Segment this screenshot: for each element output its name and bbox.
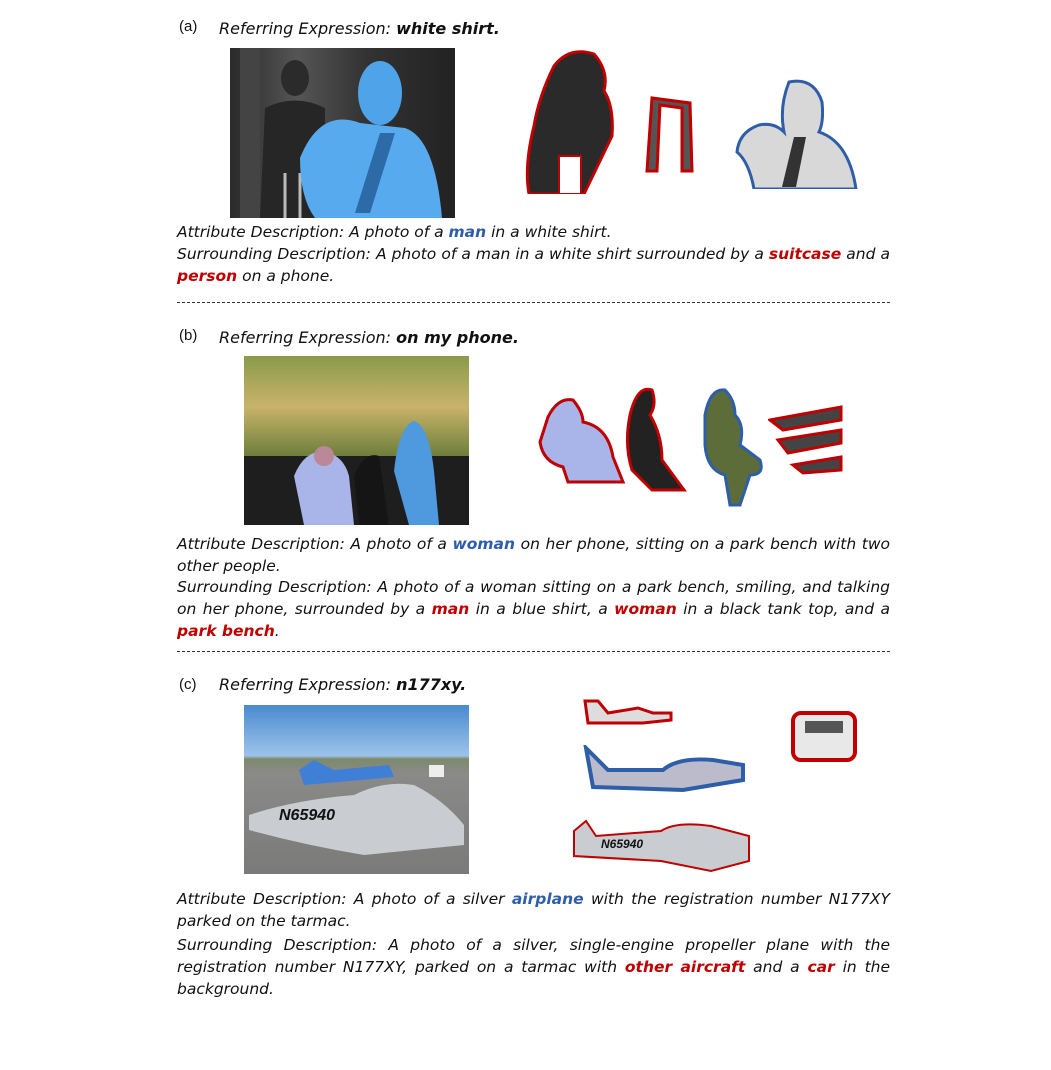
segment-man-target [734, 77, 859, 189]
context-word: man [431, 600, 470, 618]
context-word: other aircraft [624, 958, 746, 976]
segment-car-context [791, 711, 857, 762]
photo-b-masked [244, 356, 469, 525]
segment-bench-context [768, 405, 843, 475]
segment-person-context [524, 46, 644, 194]
target-word: man [448, 223, 487, 241]
referring-expression-a: Referring Expression: white shirt. [219, 19, 500, 38]
masked-man-figure [230, 48, 455, 218]
panel-label-b: (b) [179, 327, 198, 344]
context-word: suitcase [768, 245, 842, 263]
surrounding-description-c: Surrounding Description: A photo of a silver, single-engine propeller plane with the registration number N177XY, parked on a tarmac with other aircraft and a car in the background. [177, 936, 891, 998]
panel-label-a: (a) [179, 18, 198, 35]
dashed-separator [177, 651, 890, 652]
target-word: woman [452, 535, 516, 553]
surrounding-description-b: Surrounding Description: A photo of a woman sitting on a park bench, smiling, and talking on her phone, surrounded by a man in a blue shirt, a woman in a black tank top, and a park bench. [177, 578, 890, 640]
context-word: person [177, 267, 238, 285]
photo-c [244, 705, 469, 874]
referring-expression-b: Referring Expression: on my phone. [219, 328, 519, 347]
photo-a-masked [230, 48, 455, 218]
attribute-description-a: Attribute Description: A photo of a man in a white shirt. [177, 223, 612, 241]
surrounding-description-a: Surrounding Description: A photo of a man in a white shirt surrounded by a suitcase and a person on a phone. [177, 245, 891, 285]
segment-airplane-target [583, 745, 748, 793]
svg-text:N65940: N65940 [279, 807, 336, 824]
segment-woman-target [695, 385, 775, 510]
attribute-description-c: Attribute Description: A photo of a silver airplane with the registration number N177XY parked on the tarmac. [177, 890, 890, 930]
svg-text:N65940: N65940 [601, 837, 644, 851]
panel-label-c: (c) [179, 676, 197, 693]
segment-woman-context [622, 385, 687, 495]
context-word: car [807, 958, 835, 976]
dashed-separator [177, 302, 890, 303]
segment-aircraft-context-1 [583, 698, 673, 728]
segment-suitcase-context [642, 93, 697, 173]
context-word: woman [614, 600, 677, 618]
segment-man-context [538, 397, 628, 485]
referring-expression-c: Referring Expression: n177xy. [219, 675, 467, 694]
attribute-description-b: Attribute Description: A photo of a woman on her phone, sitting on a park bench with two other people. [177, 535, 890, 575]
context-word: park bench [177, 622, 275, 640]
target-word: airplane [511, 890, 584, 908]
segment-aircraft-context-2 [571, 816, 753, 874]
